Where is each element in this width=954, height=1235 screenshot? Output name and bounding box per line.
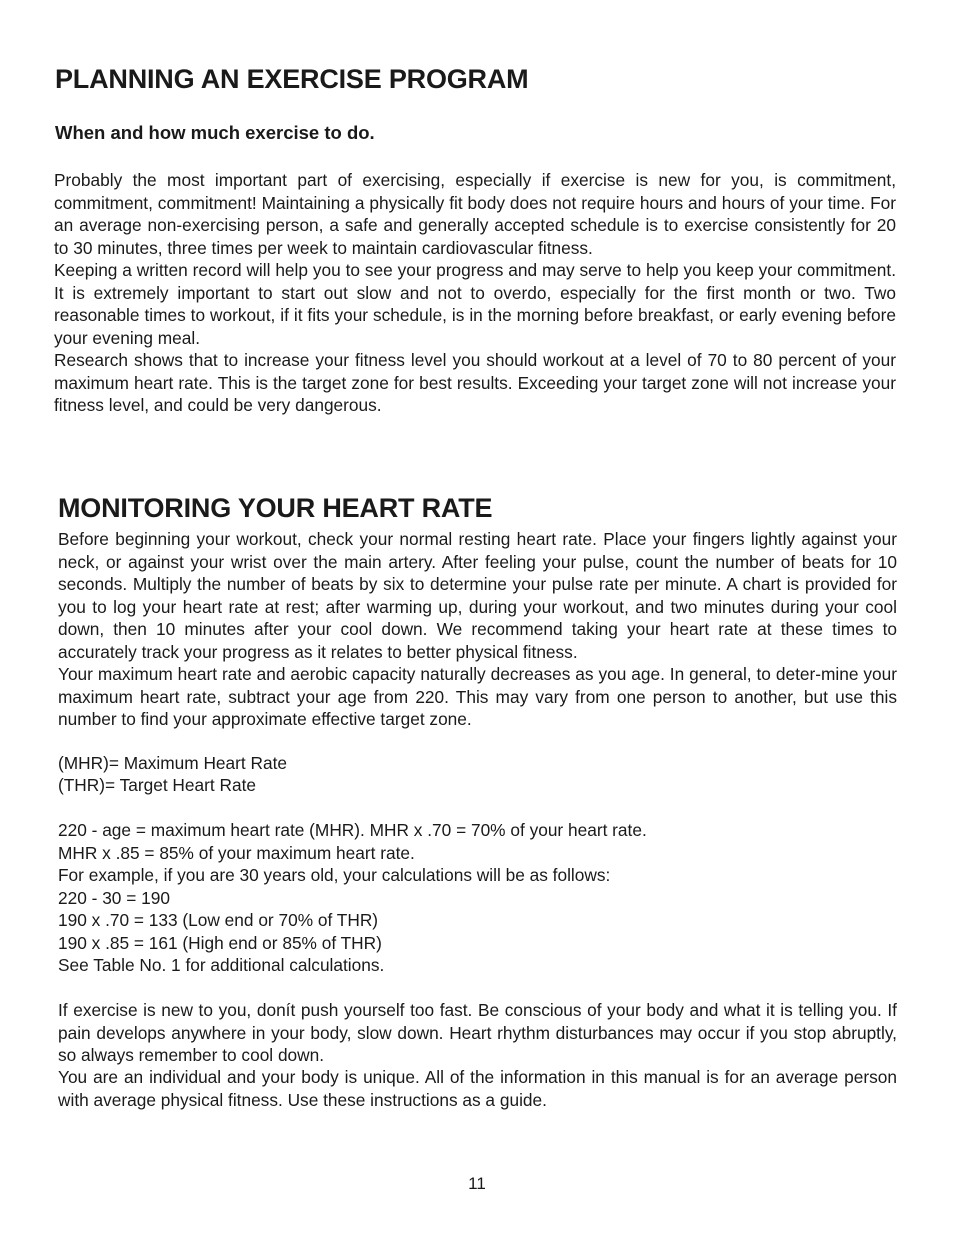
definition-thr: (THR)= Target Heart Rate (58, 775, 256, 795)
monitoring-paragraph-1: Before beginning your workout, check your normal resting heart rate. Place your fingers lightly against your neck, or against your wrist over the main artery. After feeling your pulse, count the number of beats for 10 seconds. Multiply the number of beats by six to determine your pulse rate per minute. A chart is provided for you to log your heart rate at rest; after warming up, during your workout, and two minutes during your cool down, then 10 minutes after your cool down. We recommend taking your heart rate at these times to accurately track your progress as it relates to better physical fitness. (58, 529, 897, 662)
planning-subtitle: When and how much exercise to do. (55, 122, 375, 143)
planning-paragraph-3: Research shows that to increase your fitness level you should workout at a level of 70 to 80 percent of your maximum heart rate. This is the target zone for best results. Exceeding your target zone will not increase your fitness level, and could be very dangerous. (54, 350, 896, 415)
calculation-line-5: 190 x .70 = 133 (Low end or 70% of THR) (58, 910, 379, 930)
calculation-line-4: 220 - 30 = 190 (58, 888, 170, 908)
page-number: 11 (468, 1174, 486, 1193)
calculation-line-7: See Table No. 1 for additional calculations. (58, 955, 385, 975)
calculation-line-1: 220 - age = maximum heart rate (MHR). MHR x .70 = 70% of your heart rate. (58, 820, 647, 840)
monitoring-title: MONITORING YOUR HEART RATE (58, 493, 493, 523)
monitoring-paragraph-2: Your maximum heart rate and aerobic capacity naturally decreases as you age. In general, to deter-mine your maximum heart rate, subtract your age from 220. This may vary from one person to another, but use this number to find your approximate effective target zone. (58, 664, 897, 729)
planning-paragraph-2: Keeping a written record will help you to see your progress and may serve to help you keep your commitment. It is extremely important to start out slow and not to overdo, especially for the first month or two. Two reasonable times to workout, if it fits your schedule, is in the morning before breakfast, or early evening before your evening meal. (54, 260, 896, 348)
planning-title: PLANNING AN EXERCISE PROGRAM (55, 64, 529, 94)
closing-paragraph-1: If exercise is new to you, donít push yourself too fast. Be conscious of your body and what it is telling you. If pain develops anywhere in your body, slow down. Heart rhythm disturbances may occur if you stop abruptly, so always remember to cool down. (58, 1000, 897, 1065)
definition-mhr: (MHR)= Maximum Heart Rate (58, 753, 288, 773)
calculation-line-6: 190 x .85 = 161 (High end or 85% of THR) (58, 933, 382, 953)
planning-paragraph-1: Probably the most important part of exercising, especially if exercise is new for you, is commitment, commitment, commitment! Maintaining a physically fit body does not require hours and hours of your time. For an average non-exercising person, a safe and generally accepted schedule is to exercise consistently for 20 to 30 minutes, three times per week to maintain cardiovascular fitness. (54, 170, 896, 258)
closing-paragraph-2: You are an individual and your body is unique. All of the information in this manual is for an average person with average physical fitness. Use these instructions as a guide. (58, 1067, 897, 1110)
calculation-line-3: For example, if you are 30 years old, your calculations will be as follows: (58, 865, 611, 885)
calculation-line-2: MHR x .85 = 85% of your maximum heart rate. (58, 843, 415, 863)
